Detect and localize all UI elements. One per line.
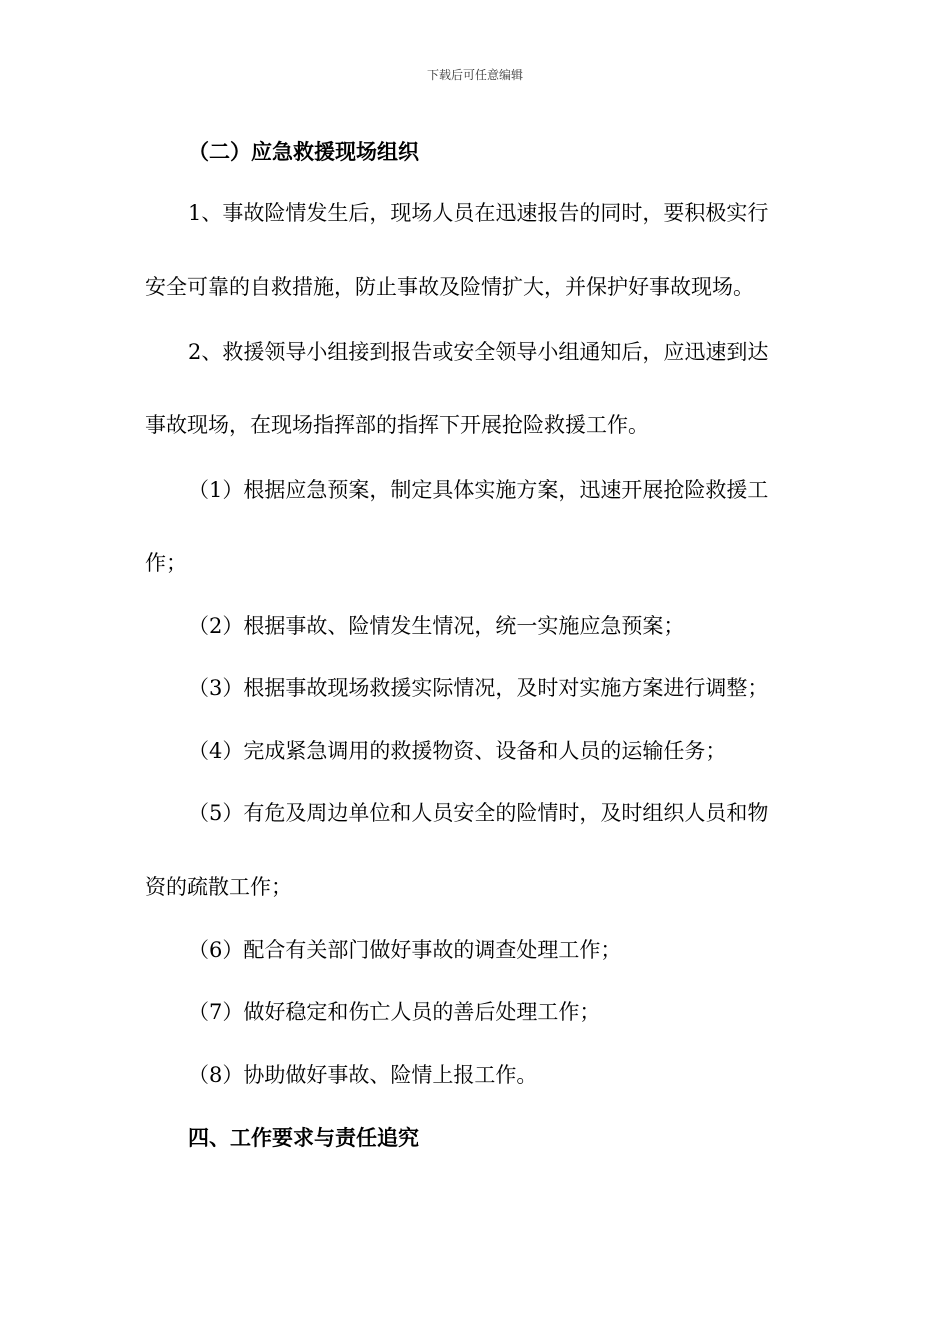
item-1-line-2: 作；: [145, 551, 187, 575]
item-1-line-1: （1）根据应急预案，制定具体实施方案，迅速开展抢险救援工: [188, 478, 769, 502]
item-8: （8）协助做好事故、险情上报工作。: [188, 1063, 538, 1087]
item-7: （7）做好稳定和伤亡人员的善后处理工作；: [188, 1000, 601, 1024]
section-heading-emergency-rescue-organization: （二）应急救援现场组织: [188, 139, 419, 164]
paragraph-1-line-2: 安全可靠的自救措施，防止事故及险情扩大，并保护好事故现场。: [145, 275, 754, 299]
section-heading-work-requirements: 四、工作要求与责任追究: [188, 1125, 419, 1150]
item-6: （6）配合有关部门做好事故的调查处理工作；: [188, 938, 622, 962]
item-5-line-1: （5）有危及周边单位和人员安全的险情时，及时组织人员和物: [188, 801, 769, 825]
paragraph-2-line-2: 事故现场，在现场指挥部的指挥下开展抢险救援工作。: [145, 413, 649, 437]
paragraph-2-line-1: 2、救援领导小组接到报告或安全领导小组通知后，应迅速到达: [188, 340, 769, 364]
header-note: 下载后可任意编辑: [426, 68, 523, 82]
item-5-line-2: 资的疏散工作；: [145, 875, 292, 899]
item-3: （3）根据事故现场救援实际情况，及时对实施方案进行调整；: [188, 676, 769, 700]
item-4: （4）完成紧急调用的救援物资、设备和人员的运输任务；: [188, 739, 727, 763]
item-2: （2）根据事故、险情发生情况，统一实施应急预案；: [188, 614, 685, 638]
paragraph-1-line-1: 1、事故险情发生后，现场人员在迅速报告的同时，要积极实行: [188, 201, 769, 225]
